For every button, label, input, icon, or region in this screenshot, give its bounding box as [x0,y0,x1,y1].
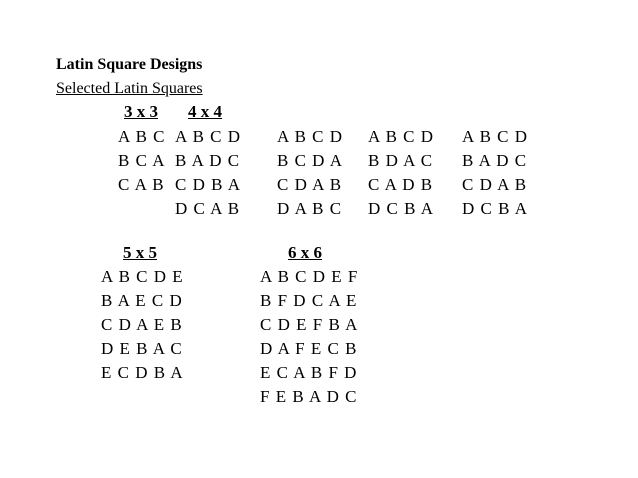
square-4x4b-row-4: D A B C [277,199,342,218]
document-title: Latin Square Designs [56,56,203,73]
square-4x4b-row-3: C D A B [277,175,342,194]
square-6x6-row-4: D A F E C B [260,339,357,358]
square-4x4b-row-2: B C D A [277,151,343,170]
square-6x6-row-3: C D E F B A [260,315,358,334]
square-4x4a-row-3: C D B A [175,175,241,194]
square-4x4-header: 4 x 4 [188,102,222,121]
square-3x3-row-2: B C A [118,151,166,170]
square-4x4a-row-4: D C A B [175,199,240,218]
document-subtitle: Selected Latin Squares [56,80,203,97]
square-4x4d-row-4: D C B A [462,199,528,218]
square-6x6-row-1: A B C D E F [260,267,358,286]
square-4x4c-row-3: C A D B [368,175,433,194]
square-5x5-row-5: E C D B A [101,363,184,382]
square-4x4c-row-4: D C B A [368,199,434,218]
square-4x4d-row-3: C D A B [462,175,527,194]
square-5x5-header: 5 x 5 [123,243,157,262]
square-4x4a-row-1: A B C D [175,127,241,146]
square-6x6-row-5: E C A B F D [260,363,357,382]
square-3x3-row-1: A B C [118,127,166,146]
square-4x4d-row-1: A B C D [462,127,528,146]
square-4x4c-row-2: B D A C [368,151,433,170]
square-4x4d-row-2: B A D C [462,151,527,170]
square-5x5-row-4: D E B A C [101,339,183,358]
square-5x5-row-2: B A E C D [101,291,183,310]
square-5x5-row-1: A B C D E [101,267,184,286]
square-6x6-row-2: B F D C A E [260,291,357,310]
square-4x4c-row-1: A B C D [368,127,434,146]
square-4x4b-row-1: A B C D [277,127,343,146]
square-3x3-header: 3 x 3 [124,102,158,121]
square-6x6-row-6: F E B A D C [260,387,357,406]
square-6x6-header: 6 x 6 [288,243,322,262]
square-3x3-row-3: C A B [118,175,165,194]
square-4x4a-row-2: B A D C [175,151,240,170]
square-5x5-row-3: C D A E B [101,315,183,334]
